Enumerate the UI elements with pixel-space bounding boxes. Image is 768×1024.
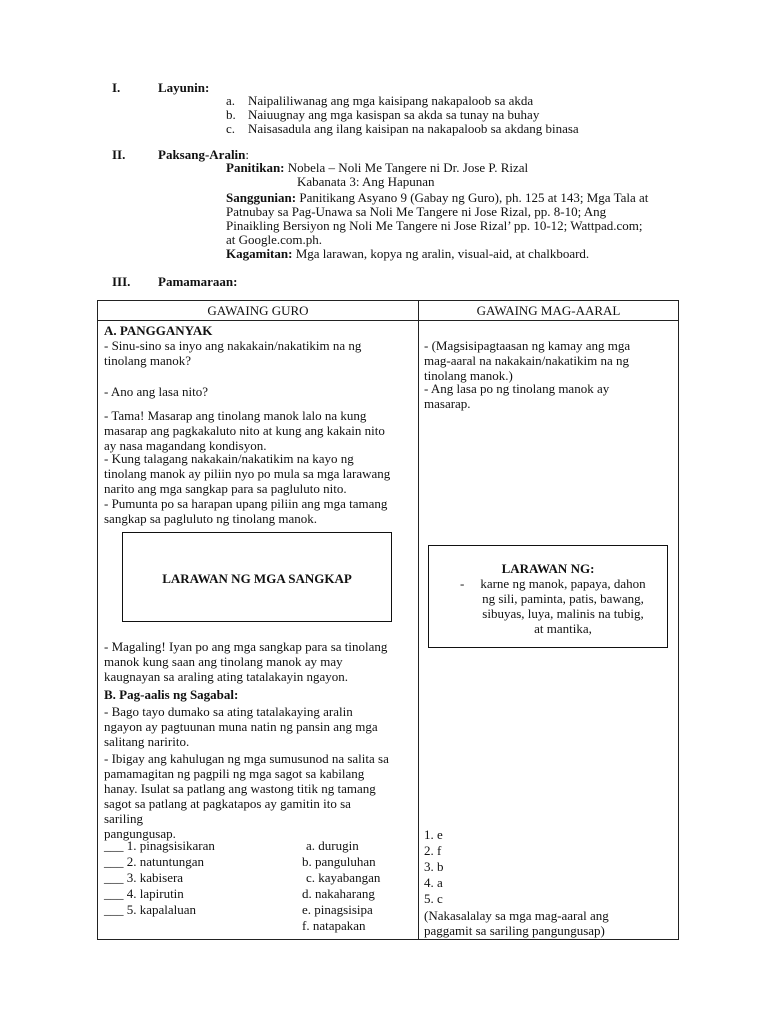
guro-q8-line-3: hanay. Isulat sa patlang ang wastong titik ng tamang	[104, 781, 376, 796]
ingredients-line-4: at mantika,	[534, 621, 592, 636]
list-item: b. panguluhan	[302, 854, 376, 869]
guro-q8-line-5: sariling	[104, 811, 143, 826]
objective-b-text: Naiuugnay ang mga kasispan sa akda sa tunay na buhay	[248, 107, 540, 122]
objective-c-letter: c.	[226, 121, 236, 136]
list-item: e. pinagsisipa	[302, 902, 373, 917]
larawan-ng-title: LARAWAN NG:	[501, 561, 595, 576]
list-item: ___ 3. kabisera	[104, 870, 184, 885]
procedure-table	[97, 300, 679, 940]
guro-q7-line-1: - Bago tayo dumako sa ating tatalakaying aralin	[104, 704, 353, 719]
mag-aaral-a1	[424, 338, 630, 383]
guro-q3-line-2: masarap ang pagkakaluto nito at kung ang kakain nito	[104, 423, 385, 438]
list-item: 2. f	[424, 843, 442, 858]
guro-q4-line-3: narito ang mga sangkap para sa pagluluto nito.	[104, 481, 347, 496]
list-item: ___ 5. kapalaluan	[104, 902, 197, 917]
mag-aaral-a1-line-2: mag-aaral na nakakain/nakatikim na ng	[424, 353, 630, 368]
list-item: ___ 2. natuntungan	[104, 854, 205, 869]
list-item: ___ 4. lapirutin	[104, 886, 184, 901]
objective-c-text: Naisasadula ang ilang kaisipan na nakapaloob sa akdang binasa	[248, 121, 579, 136]
guro-q2: - Ano ang lasa nito?	[104, 384, 208, 399]
objective-b-letter: b.	[226, 107, 236, 122]
guro-q5-line-2: sangkap sa pagluluto ng tinolang manok.	[104, 511, 318, 526]
guro-q8-line-2: pamamagitan ng pagpili ng mga sagot sa kabilang	[104, 766, 365, 781]
guro-q7-line-3: salitang naririto.	[104, 734, 190, 749]
guro-q4-line-2: tinolang manok ay piliin nyo po mula sa mga larawang	[104, 466, 391, 481]
note-line-2: paggamit sa sariling pangungusap)	[424, 923, 605, 938]
guro-q5	[104, 496, 387, 526]
guro-q1	[104, 338, 361, 368]
mag-aaral-a2-line-2: masarap.	[424, 396, 471, 411]
ingredients-line-1: karne ng manok, papaya, dahon	[480, 576, 646, 591]
section-2-title: Paksang-Aralin:	[158, 147, 250, 162]
guro-q3	[104, 408, 385, 453]
column-divider	[418, 301, 419, 939]
kagamitan-label: Kagamitan:	[226, 246, 293, 261]
list-item: d. nakaharang	[302, 886, 375, 901]
ingredients-list	[429, 576, 667, 636]
section-2-number: II.	[112, 147, 126, 162]
kagamitan-line	[226, 246, 589, 261]
list-item: f. natapakan	[302, 918, 366, 933]
mag-aaral-a2-line-1: - Ang lasa po ng tinolang manok ay	[424, 381, 610, 396]
section-3-number: III.	[112, 274, 131, 289]
col-header-guro: GAWAING GURO	[207, 303, 309, 318]
section-3-title: Pamamaraan:	[158, 274, 238, 289]
guro-q1-line-2: tinolang manok?	[104, 353, 192, 368]
mag-aaral-a2	[424, 381, 609, 411]
sanggunian-line-2: Patnubay sa Pag-Unawa sa Noli Me Tangere ni Jose Rizal, pp. 8-10; Ang	[226, 204, 607, 219]
guro-q3-line-1: - Tama! Masarap ang tinolang manok lalo na kung	[104, 408, 367, 423]
list-item: 4. a	[424, 875, 443, 890]
list-item: c. kayabangan	[306, 870, 381, 885]
section-1-number: I.	[112, 80, 121, 95]
mag-aaral-a1-line-3: tinolang manok.)	[424, 368, 513, 383]
pangganyak-title: A. PANGGANYAK	[104, 323, 213, 338]
guro-q6-line-1: - Magaling! Iyan po ang mga sangkap para sa tinolang	[104, 639, 388, 654]
answer-list	[424, 827, 444, 907]
objective-a-text: Naipaliliwanag ang mga kaisipang nakapaloob sa akda	[248, 93, 534, 108]
guro-q8-line-1: - Ibigay ang kahulugan ng mga sumusunod na salita sa	[104, 751, 389, 766]
kabanata-line: Kabanata 3: Ang Hapunan	[297, 174, 435, 189]
note-line-1: (Nakasalalay sa mga mag-aaral ang	[424, 908, 609, 923]
sangkap-box-label: LARAWAN NG MGA SANGKAP	[162, 571, 352, 586]
section-2-title-text: Paksang-Aralin	[158, 147, 246, 162]
guro-q7	[104, 704, 378, 749]
guro-q5-line-1: - Pumunta po sa harapan upang piliin ang mga tamang	[104, 496, 388, 511]
guro-q6-line-3: kaugnayan sa araling ating tatalakayin ngayon.	[104, 669, 349, 684]
guro-q8-line-4: sagot sa patlang at pagkatapos ay gamitin ito sa	[104, 796, 351, 811]
header-divider	[98, 320, 678, 321]
word-list	[104, 838, 215, 918]
larawan-ng-box	[428, 545, 668, 648]
guro-q7-line-2: ngayon ay pagtuunan muna natin ng pansin ang mga	[104, 719, 378, 734]
mag-aaral-a1-line-1: - (Magsisipagtaasan ng kamay ang mga	[424, 338, 631, 353]
guro-q8-line-6: pangungusap.	[104, 826, 176, 841]
guro-q3-line-3: ay nasa magandang kondisyon.	[104, 438, 267, 453]
kagamitan-value: Mga larawan, kopya ng aralin, visual-aid, at chalkboard.	[295, 246, 590, 261]
guro-q6-line-2: manok kung saan ang tinolang manok ay may	[104, 654, 343, 669]
guro-q4	[104, 451, 390, 496]
sanggunian-text-1: Panitikang Asyano 9 (Gabay ng Guro), ph. 125 at 143; Mga Tala at	[299, 190, 649, 205]
sangkap-picture-box	[122, 532, 392, 622]
ingredients-line-2: ng sili, paminta, patis, bawang,	[482, 591, 644, 606]
choice-list	[302, 838, 380, 934]
list-item: ___ 1. pinagsisikaran	[104, 838, 215, 853]
panitikan-value: Nobela – Noli Me Tangere ni Dr. Jose P. Rizal	[287, 160, 529, 175]
list-item: 3. b	[424, 859, 444, 874]
sanggunian-line-4: at Google.com.ph.	[226, 232, 323, 247]
guro-q1-line-1: - Sinu-sino sa inyo ang nakakain/nakatikim na ng	[104, 338, 362, 353]
panitikan-line	[226, 160, 528, 175]
col-header-mag-aaral: GAWAING MAG-AARAL	[476, 303, 621, 318]
panitikan-label: Panitikan:	[226, 160, 285, 175]
guro-q4-line-1: - Kung talagang nakakain/nakatikim na kayo ng	[104, 451, 354, 466]
sanggunian-label: Sanggunian:	[226, 190, 297, 205]
section-1-title: Layunin:	[158, 80, 210, 95]
mag-aaral-note	[424, 908, 609, 938]
list-item: a. durugin	[306, 838, 359, 853]
list-item: 5. c	[424, 891, 443, 906]
objective-a-letter: a.	[226, 93, 236, 108]
guro-q8	[104, 751, 389, 841]
list-item: 1. e	[424, 827, 443, 842]
guro-q6	[104, 639, 387, 684]
sagabal-title: B. Pag-aalis ng Sagabal:	[104, 687, 239, 702]
ingredients-line-3: sibuyas, luya, malinis na tubig,	[482, 606, 644, 621]
sanggunian-line-1	[226, 190, 648, 205]
sanggunian-line-3: Pinaikling Bersiyon ng Noli Me Tangere ni Jose Rizal’ pp. 10-12; Wattpad.com;	[226, 218, 643, 233]
larawan-ng-dash: -	[460, 576, 465, 591]
